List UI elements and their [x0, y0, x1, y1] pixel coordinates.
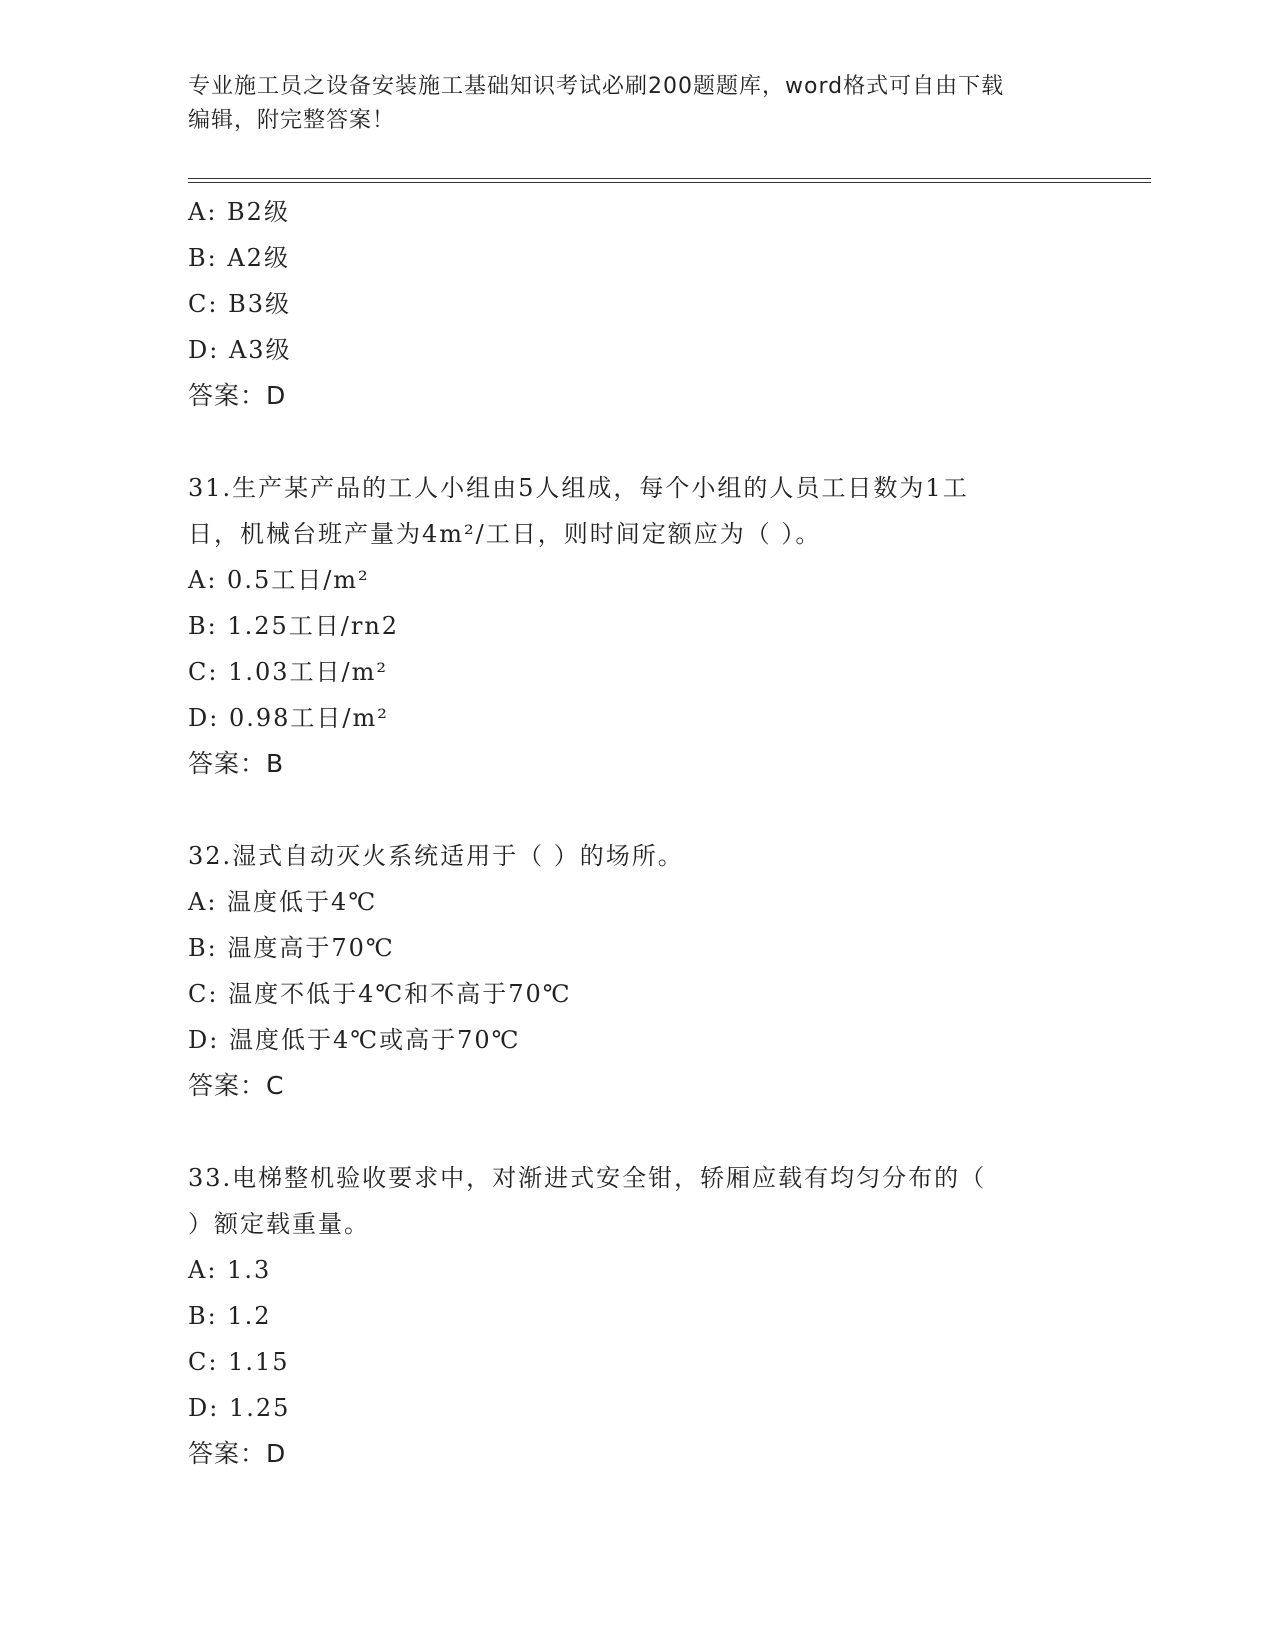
header-rule-bottom [188, 182, 1151, 183]
question-stem-line-2: 日，机械台班产量为4m²/工日，则时间定额应为（ ）。 [188, 520, 822, 548]
answer: 答案：B [188, 749, 285, 778]
option-b: B: 温度高于70℃ [188, 934, 395, 962]
answer: 答案：D [188, 381, 287, 410]
option-b: B: A2级 [188, 244, 290, 272]
option-a: A: 温度低于4℃ [188, 888, 378, 916]
question-stem-line-1: 32.湿式自动灭火系统适用于（ ）的场所。 [188, 842, 684, 870]
option-a: A: 1.3 [188, 1256, 272, 1284]
spacer [188, 787, 1088, 833]
question-32 [188, 833, 1088, 1109]
document-header [188, 70, 1088, 138]
option-b: B: 1.2 [188, 1302, 272, 1330]
question-stem-line-1: 33.电梯整机验收要求中，对渐进式安全钳，轿厢应载有均匀分布的（ [188, 1164, 987, 1192]
answer: 答案：C [188, 1071, 285, 1100]
question-list [188, 189, 1088, 1477]
option-d: D: 1.25 [188, 1394, 291, 1422]
option-c: C: B3级 [188, 290, 291, 318]
option-b: B: 1.25工日/rn2 [188, 612, 400, 640]
option-d: D: A3级 [188, 336, 292, 364]
spacer [188, 1109, 1088, 1155]
question-33 [188, 1155, 1088, 1477]
header-line-1: 专业施工员之设备安装施工基础知识考试必刷200题题库，word格式可自由下载 [188, 74, 1005, 99]
answer: 答案：D [188, 1439, 287, 1468]
question-stem-line-2: ）额定载重量。 [188, 1210, 370, 1238]
header-line-2: 编辑，附完整答案！ [188, 108, 396, 133]
option-d: D: 0.98工日/m² [188, 704, 389, 732]
option-c: C: 1.03工日/m² [188, 658, 388, 686]
question-stem-line-1: 31.生产某产品的工人小组由5人组成，每个小组的人员工日数为1工 [188, 474, 969, 502]
option-c: C: 温度不低于4℃和不高于70℃ [188, 980, 572, 1008]
header-rule-top [188, 178, 1151, 179]
question-31 [188, 465, 1088, 787]
option-d: D: 温度低于4℃或高于70℃ [188, 1026, 521, 1054]
option-a: A: B2级 [188, 198, 290, 226]
spacer [188, 419, 1088, 465]
option-c: C: 1.15 [188, 1348, 290, 1376]
question-30 [188, 189, 1088, 419]
option-a: A: 0.5工日/m² [188, 566, 370, 594]
